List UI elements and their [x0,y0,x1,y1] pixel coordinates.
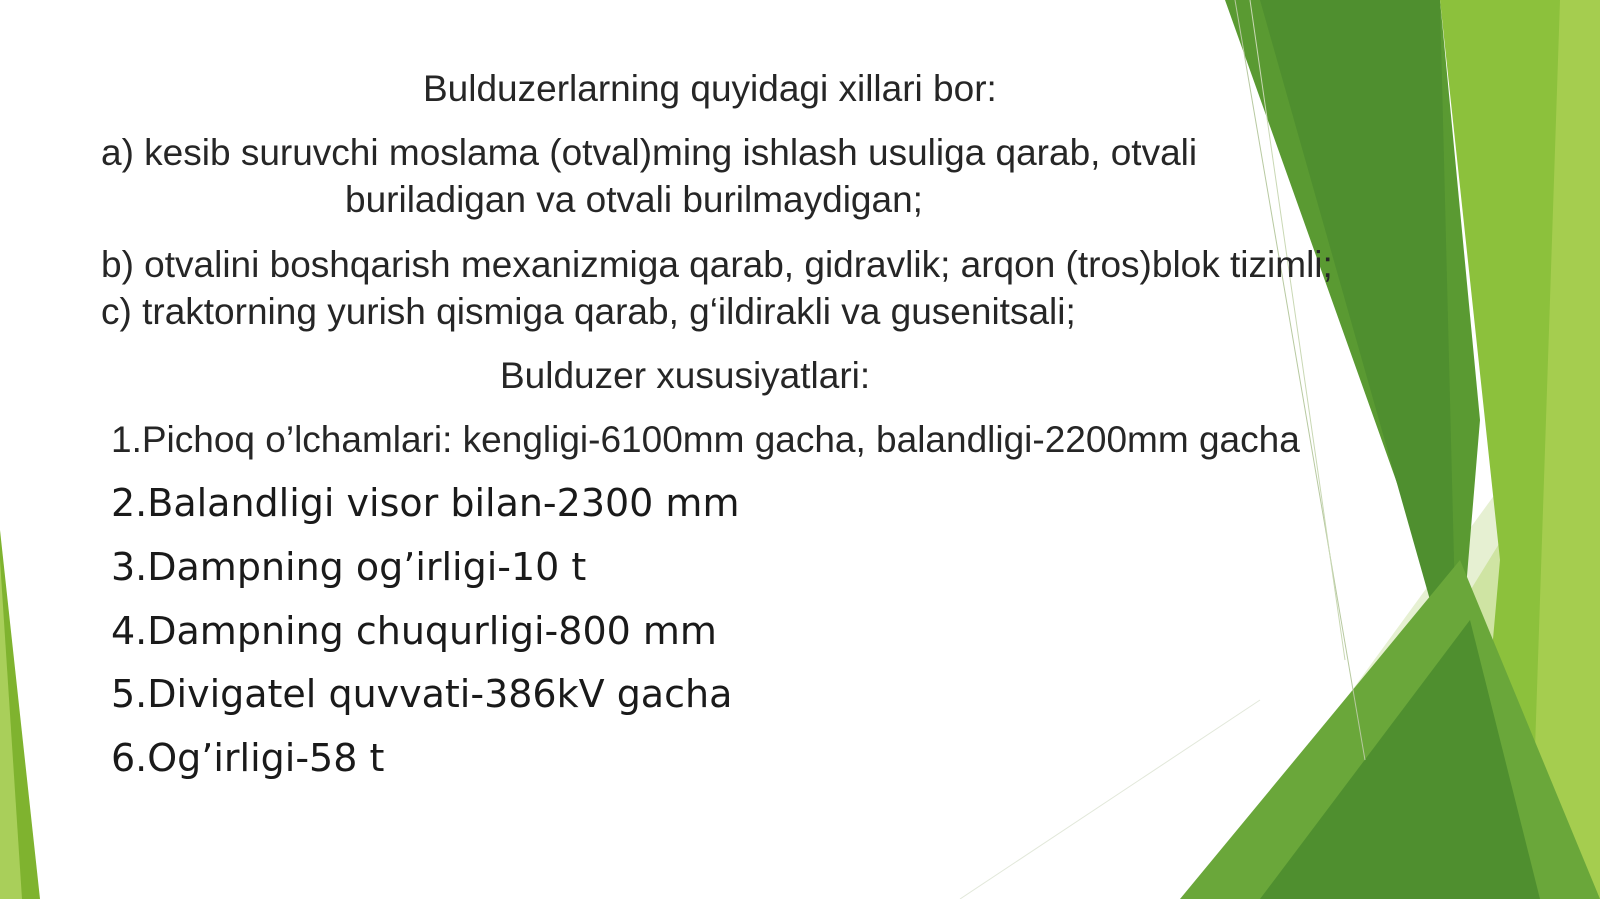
spec-item: 1.Pichoq o’lchamlari: kengligi-6100mm gacha, balandligi-2200mm gacha [111,419,1300,460]
spec-item: 4.Dampning chuqurligi-800 mm [111,609,717,653]
spec-item: 6.Og’irligi-58 t [111,736,385,780]
spec-item: 3.Dampning og’irligi-10 t [111,545,587,589]
item-a-line-2: buriladigan va otvali burilmaydigan; [345,179,923,220]
item-a-line-1: a) kesib suruvchi moslama (otval)ming ishlash usuliga qarab, otvali [101,132,1198,173]
item-c: c) traktorning yurish qismiga qarab, g‘ildirakli va gusenitsali; [101,291,1076,332]
heading-types: Bulduzerlarning quyidagi xillari bor: [423,68,997,109]
item-b: b) otvalini boshqarish mexanizmiga qarab, gidravlik; arqon (tros)blok tizimli; [101,244,1333,285]
spec-item: 2.Balandligi visor bilan-2300 mm [111,481,740,525]
spec-item: 5.Divigatel quvvati-386kV gacha [111,672,733,716]
heading-specs: Bulduzer xususiyatlari: [500,355,871,396]
